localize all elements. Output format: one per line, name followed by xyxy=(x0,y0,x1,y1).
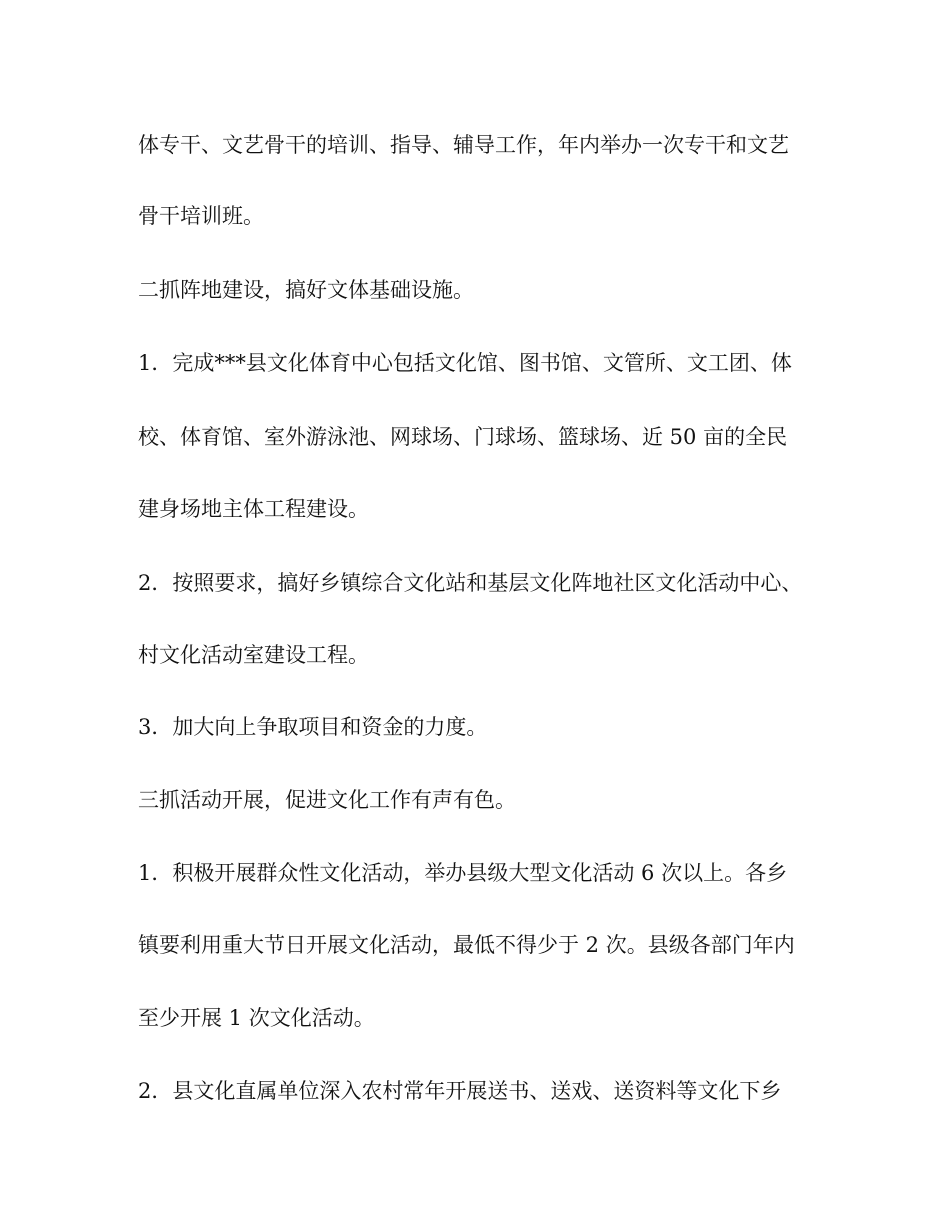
text-line: 校、体育馆、室外游泳池、网球场、门球场、篮球场、近 50 亩的全民 xyxy=(138,425,788,449)
text-line: 体专干、文艺骨干的培训、指导、辅导工作，年内举办一次专干和文艺 xyxy=(138,133,789,157)
text-line: 骨干培训班。 xyxy=(138,204,264,228)
text-line: 村文化活动室建设工程。 xyxy=(138,643,369,667)
text-line: 1．完成***县文化体育中心包括文化馆、图书馆、文管所、文工团、体 xyxy=(138,351,792,375)
section-heading: 三抓活动开展，促进文化工作有声有色。 xyxy=(138,788,516,812)
text-line: 建身场地主体工程建设。 xyxy=(138,497,369,521)
text-line: 镇要利用重大节日开展文化活动，最低不得少于 2 次。县级各部门年内 xyxy=(138,933,795,957)
text-line: 3．加大向上争取项目和资金的力度。 xyxy=(138,715,488,739)
text-line: 至少开展 1 次文化活动。 xyxy=(138,1006,375,1030)
text-line: 2．县文化直属单位深入农村常年开展送书、送戏、送资料等文化下乡 xyxy=(138,1079,782,1103)
text-line: 1．积极开展群众性文化活动，举办县级大型文化活动 6 次以上。各乡 xyxy=(138,861,788,885)
text-line: 2．按照要求，搞好乡镇综合文化站和基层文化阵地社区文化活动中心、 xyxy=(138,571,803,595)
section-heading: 二抓阵地建设，搞好文体基础设施。 xyxy=(138,278,474,302)
